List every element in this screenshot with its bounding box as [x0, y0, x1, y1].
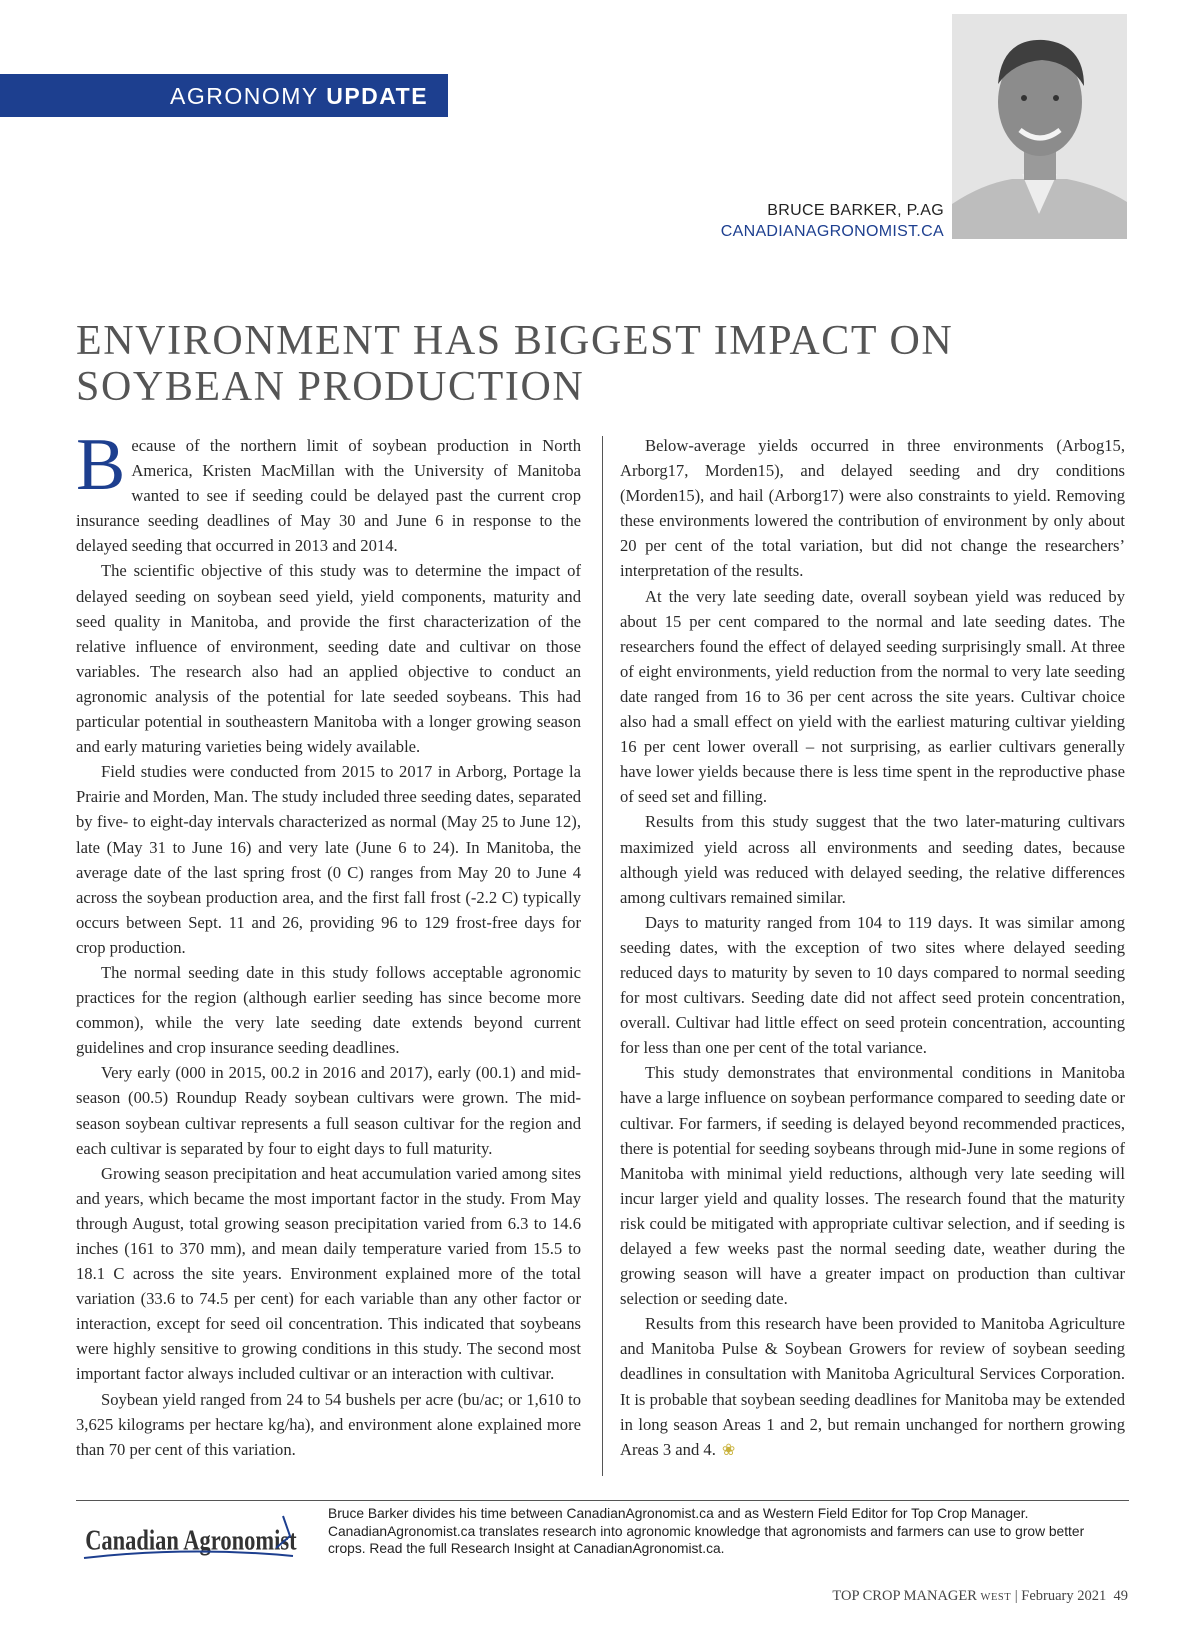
page-number: 49 — [1113, 1588, 1128, 1604]
author-name: BRUCE BARKER, P.AG — [767, 202, 944, 219]
drop-cap: B — [76, 424, 126, 506]
article-title: ENVIRONMENT HAS BIGGEST IMPACT ON SOYBEAN PRODUCTION — [76, 318, 954, 410]
paragraph: Days to maturity ranged from 104 to 119 days. It was similar among seeding dates, with the exception of two sites where delayed seeding reduced days to maturity by seven to 10 days compared to normal seeding for most cultivars. Seeding date did not affect seed protein concentration, overall. Cultivar had little effect on seed protein concentration, accounting for less than one per cent of the total variance. — [620, 912, 1125, 1058]
paragraph: Very early (000 in 2015, 00.2 in 2016 and 2017), early (00.1) and mid-season (00.5) Roundup Ready soybean cultivars were grown. The mid-season soybean cultivar represents a full season cultivar for the region and each cultivar is separated by four to eight days to full maturity. — [76, 1063, 581, 1158]
logo-text: Canadian Agronomist — [85, 1524, 297, 1557]
section-banner — [0, 74, 448, 117]
magazine-name: TOP CROP MANAGER — [832, 1588, 977, 1604]
paragraph: Field studies were conducted from 2015 to 2017 in Arborg, Portage la Prairie and Morden, Man. The study included three seeding dates, separated by five- to eight-day intervals characterized as normal (May 25 to June 12), late (May 31 to June 16) and very late (June 6 to 24). In Manitoba, the average date of the last spring frost (0 C) ranges from May 20 to June 4 across the soybean production area, and the first fall frost (-2.2 C) typically occurs between Sept. 11 and 26, providing 96 to 129 frost-free days for crop production. — [76, 762, 581, 957]
page-footer — [832, 1588, 1128, 1605]
paragraph: Below-average yields occurred in three environments (Arbog15, Arborg17, Morden15), and delayed seeding and dry conditions (Morden15), and hail (Arborg17) were also constraints to yield. Removing these environments lowered the contribution of environment by only about 20 per cent of the total variation, but did not change the researchers’ interpretation of the results. — [620, 436, 1125, 581]
paragraph-text: Results from this research have been provided to Manitoba Agriculture and Manitoba Pulse & Soybean Growers for review of soybean seeding deadlines in consultation with Manitoba Agricultural Services Corporation. It is probable that soybean seeding deadlines for Manitoba may be extended in long season Areas 1 and 2, but remain unchanged for northern growing Areas 3 and 4. — [620, 1314, 1125, 1459]
section-label-bold: UPDATE — [326, 83, 429, 109]
article-column-left — [76, 424, 581, 1462]
article-column-right — [620, 433, 1125, 1463]
section-label: AGRONOMY — [170, 83, 327, 109]
author-portrait-image — [952, 14, 1127, 239]
author-bio: Bruce Barker divides his time between CanadianAgronomist.ca and as Western Field Editor for Top Crop Manager. CanadianAgronomist.ca translates research into agronomic knowledge that agronomists and farmers can use to grow better crops. Read the full Research Insight at CanadianAgronomist.ca. — [328, 1506, 1085, 1556]
paragraph-final — [620, 1311, 1125, 1463]
paragraph-intro — [76, 424, 581, 558]
paragraph: Results from this study suggest that the two later-maturing cultivars maximized yield across all environments and seeding dates, because although yield was reduced with delayed seeding, the relative differences among cultivars remained similar. — [620, 812, 1125, 907]
paragraph: The normal seeding date in this study follows acceptable agronomic practices for the region (although earlier seeding has since become more common), while the very late seeding date extends beyond current guidelines and crop insurance seeding deadlines. — [76, 962, 581, 1058]
footer-separator: | — [1014, 1588, 1018, 1604]
paragraph: The scientific objective of this study was to determine the impact of delayed seeding on soybean seed yield, yield components, maturity and seed quality in Manitoba, and provide the first characterization of the relative influence of environment, seeding date and cultivar on those variables. The research also had an applied objective to conduct an agronomic analysis of the potential for late seeded soybeans. This had particular potential in southeastern Manitoba with a longer growing season and early maturing varieties being widely available. — [76, 561, 581, 757]
author-website[interactable]: CANADIANAGRONOMIST.CA — [720, 223, 944, 240]
paragraph: Growing season precipitation and heat accumulation varied among sites and years, which became the most important factor in the study. From May through August, total growing season precipitation varied from 6.3 to 14.6 inches (161 to 370 mm), and mean daily temperature varied from 15.5 to 18.1 C across the site years. Environment explained more of the total variation (33.6 to 74.5 per cent) for each variable than any other factor or interaction, except for seed oil concentration. This indicated that soybeans were highly sensitive to growing conditions in this study. The second most important factor always included cultivar or an interaction with cultivar. — [76, 1163, 581, 1384]
paragraph-text: ecause of the northern limit of soybean production in North America, Kristen MacMillan with the University of Manitoba wanted to see if seeding could be delayed past the current crop insurance seeding deadlines of May 30 and June 6 in response to the delayed seeding that occurred in 2013 and 2014. — [76, 436, 581, 556]
end-mark-icon: ❀ — [721, 1441, 736, 1459]
paragraph: At the very late seeding date, overall soybean yield was reduced by about 15 per cent compared to the normal and late seeding dates. The researchers found the effect of delayed seeding surprisingly small. At three of eight environments, yield reduction from the normal to very late seeding date ranged from 16 to 36 per cent across the site years. Cultivar choice also had a small effect on yield with the earliest maturing cultivar yielding 16 per cent lower overall – not surprising, as earlier cultivars generally have lower yields because there is less time spent in the reproductive phase of seed set and filling. — [620, 586, 1125, 807]
paragraph: Soybean yield ranged from 24 to 54 bushels per acre (bu/ac; or 1,610 to 3,625 kilograms per hectare kg/ha), and environment alone explained more than 70 per cent of this variation. — [76, 1389, 581, 1459]
canadian-agronomist-logo — [78, 1506, 308, 1566]
magazine-edition: WEST — [980, 1592, 1012, 1603]
column-divider — [602, 436, 603, 1476]
issue-date: February 2021 — [1021, 1588, 1107, 1604]
author-byline — [721, 200, 944, 242]
paragraph: This study demonstrates that environmental conditions in Manitoba have a large influence on soybean performance compared to seeding date or cultivar. For farmers, if seeding is delayed beyond recommended practices, there is potential for seeding soybeans through mid-June in some regions of Manitoba with minimal yield reductions, although very late seeding will incur larger yield and quality losses. The research found that the maturity risk could be mitigated with appropriate cultivar selection, and if seeding is delayed a few weeks past the normal seeding date, weather during the growing season will have a greater impact on production than cultivar selection or seeding date. — [620, 1063, 1125, 1309]
author-photo — [952, 14, 1127, 239]
footer-rule — [76, 1500, 1129, 1501]
